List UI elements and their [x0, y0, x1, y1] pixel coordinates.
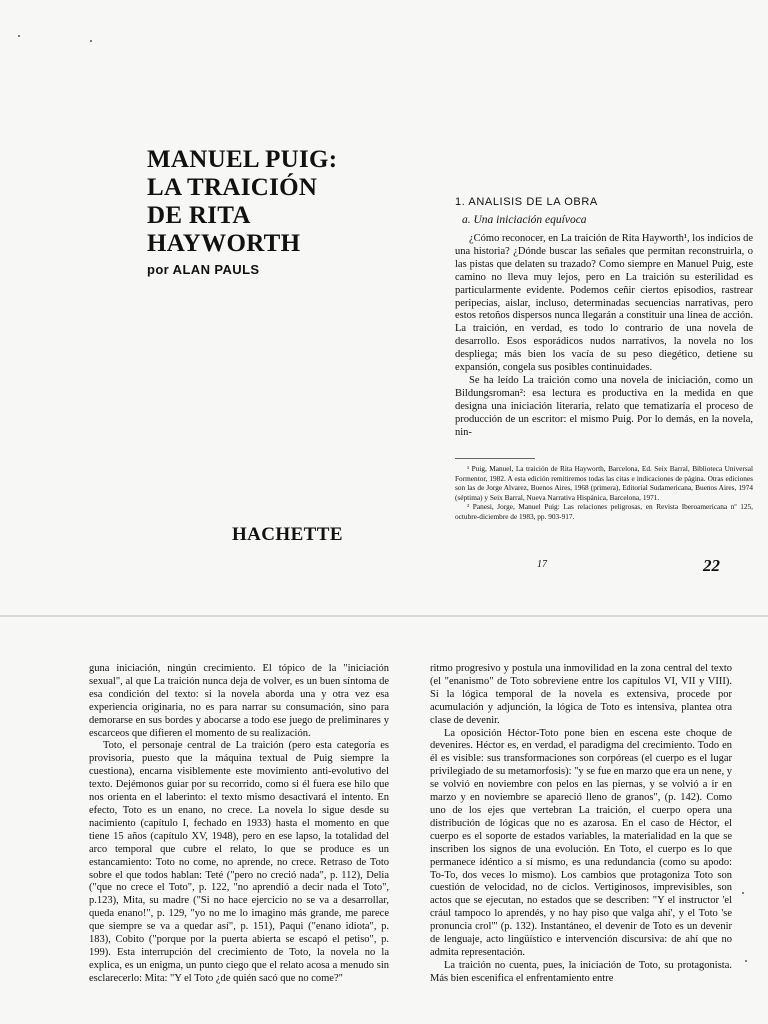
title-line: HAYWORTH — [147, 230, 301, 257]
book-author: por ALAN PAULS — [147, 262, 260, 277]
paragraph: ¿Cómo reconocer, en La traición de Rita Hayworth¹, los indicios de una historia? ¿Dónde buscar las señales que permitan reconstruirla, o las pistas que delaten su trazado? Como siempre en Manuel Puig, este camino no lleva muy lejos, pero en La traición su esterilidad es particularmente evidente. Podemos ceñir ciertos episodios, rastrear peripecias, aislar, incluso, determinadas secuencias narrativas, pero estos retoños dispersos nunca llegarán a constituir una línea de acción. La traición, en verdad, es todo lo contrario de una novela de desarrollo. Esos esporádicos nudos narrativos, la novela no los despliega; más bien los vacía de su peso diegético, detiene su expansión, congela sus posibles continuidades. — [455, 233, 753, 374]
scan-speck — [90, 40, 92, 42]
page-number: 17 — [537, 559, 547, 570]
footnote: ² Panesi, Jorge, Manuel Puig: Las relaciones peligrosas, en Revista Iberoamericana nº 125, octubre-diciembre de 1983, pp. 903-917. — [455, 502, 753, 521]
subsection-heading: a. Una iniciación equívoca — [462, 214, 587, 226]
section-heading: 1. ANALISIS DE LA OBRA — [455, 196, 598, 208]
paragraph: Se ha leído La traición como una novela de iniciación, como un Bildungsroman²: esa lectura es productiva en la medida en que designa una iniciación literaria, relato que tematizaría el proceso de producción de un escritor: el mismo Puig. Por lo demás, en la novela, nin- — [455, 374, 753, 438]
footnote: ¹ Puig, Manuel, La traición de Rita Hayworth, Barcelona, Ed. Seix Barral, Biblioteca Universal Formentor, 1982. A esta edición remitiremos todas las citas e indicaciones de página. Otras ediciones son las de Jorge Alvarez, Buenos Aires, 1968 (primera), Editorial Sudamericana, Buenos Aires, 1974 (séptima) y Seix Barral, Nueva Narrativa Hispánica, Barcelona, 1971. — [455, 464, 753, 502]
paragraph: guna iniciación, ningún crecimiento. El tópico de la "iniciación sexual", al que La traición nunca deja de volver, es un buen síntoma de esa condición del texto: si la novela aborda una y otra vez esa experiencia originaria, no es para narrar su consumación, sino para demorarse en sus bordes y abocarse a todo ese juego de preliminares y escarceos que difieren el momento de su realización. — [89, 663, 389, 739]
paragraph: La traición no cuenta, pues, la iniciación de Toto, su protagonista. Más bien escenifica el enfrentamiento entre — [430, 959, 732, 984]
scan-speck — [18, 35, 20, 37]
title-line: LA TRAICIÓN — [147, 174, 318, 201]
paragraph: Toto, el personaje central de La traición (pero esta categoría es provisoria, puesto que la máquina textual de Puig siempre la cuestiona), encarna visiblemente este movimiento anti-evolutivo del texto. Dejémonos guiar por su recorrido, como si él fuera ese hilo que nos orienta en el laberinto: el texto mismo desactivará el intento. En efecto, Toto es un enano, no crece. La novela lo sigue desde su nacimiento (capítulo I, fechado en 1933) hasta el momento en que tiene 15 años (capítulo XV, 1948), pero en ese lapso, la totalidad del arco temporal que cubre el relato, lo que se produce es un estancamiento: Toto no come, no aprende, no crece. Retraso de Toto sobre el que todos hablan: Teté ("pero no creció nada", p. 112), Delia ("que no crece el Toto", p. 122, "no aprendió a decir nada el Toto", p.123), Mita, su madre ("Si no hace ejercicio no se va a desarrollar, queda enano!", p. 129, "yo no me lo imagino más grande, me parece que siempre se va a quedar así", p. 151), Paqui ("enano idiota", p. 183), Cobito ("porque por la puerta abierta se escapó el petiso", p. 199). Esta interrupción del crecimiento de Toto, la novela no la explica, es un enigma, un punto ciego que el relato acosa a menudo sin esclarecerlo: Mita: "Y el Toto ¿de quién sacó que no come?" — [89, 740, 389, 984]
paragraph: ritmo progresivo y postula una inmovilidad en la zona central del texto (el "enanismo" de Toto sobreviene entre los capítulos VI, VII y VIII). Si la lógica temporal de la novela es extensiva, procede por acumulación y adjunción, la lógica de Toto es intensiva, plantea otra clase de devenir. — [430, 663, 732, 726]
page-divider — [0, 615, 768, 617]
analysis-text — [455, 233, 753, 440]
title-line: DE RITA — [147, 202, 251, 229]
scan-speck — [742, 892, 744, 894]
footnote-rule — [455, 458, 535, 459]
publisher: HACHETTE — [232, 524, 343, 545]
title-line: MANUEL PUIG: — [147, 146, 338, 173]
scan-speck — [745, 960, 747, 962]
footnotes — [455, 464, 753, 522]
lower-left-column — [89, 663, 389, 986]
paragraph: La oposición Héctor-Toto pone bien en escena este choque de devenires. Héctor es, en verdad, el paradigma del crecimiento. Todo en él es visible: sus transformaciones son corpóreas (el cuerpo es el lugar privilegiado de su metamorfosis): "y se fue en marzo que era un nene, y se volvió en noviembre con pelos en las piernas, y se volvió a ir en marzo y en noviembre se apareció lleno de granos", (p. 142). Como uno de los ejes que vertebran La traición, el cuerpo opera una distribución de lógicas que no es azarosa. En el caso de Héctor, el cuerpo es el soporte de estados variables, la materialidad en la que se inscriben los signos de una evolución. En Toto, el cuerpo es lo que permanece idéntico a sí mismo, es una redundancia (como su apodo: To-To, dos veces lo mismo). Los cambios que protagoniza Toto son cuestión de velocidad, no de ciclos. Vertiginosos, imprevisibles, son actos que se ejecutan, no estados que se describen: "Y el instructor 'el crául tampoco lo aprendés, y no hay piso que valga ahí', y el Toto 'se pronuncia crol'" (p. 132). Instantáneo, el devenir de Toto es un devenir de lenguaje, acto lingüístico e intervención discursiva: de ahí que no admita representación. — [430, 727, 732, 958]
book-title — [147, 146, 337, 258]
page-mark: 22 — [703, 556, 720, 575]
lower-right-column — [430, 663, 732, 986]
